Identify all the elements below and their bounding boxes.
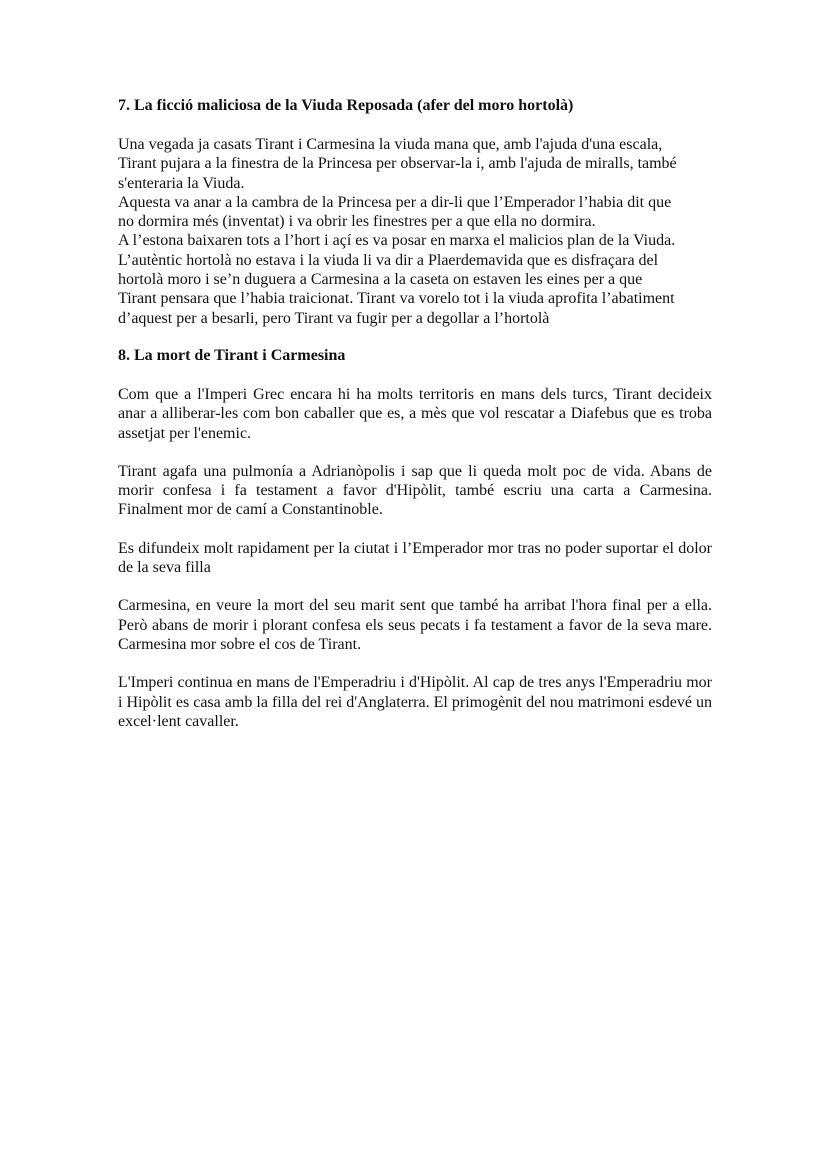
text-line: hortolà moro i se’n duguera a Carmesina a la caseta on estaven les eines per a que [118, 271, 643, 289]
text-line: Tirant pensara que l’habia traicionat. Tirant va vorelo tot i la viuda aprofita l’abatiment [118, 290, 675, 308]
text-line: no dormira més (inventat) i va obrir les finestres per a que ella no dormira. [118, 213, 596, 231]
paragraph: Com que a l'Imperi Grec encara hi ha molts territoris en mans dels turcs, Tirant decideix anar a alliberar-les com bon caballer que es, a mès que vol rescatar a Diafebus que es troba assetjat per l'enemic. [118, 385, 712, 442]
paragraph-spacer [118, 443, 712, 462]
text-line: L’autèntic hortolà no estava i la viuda li va dir a Plaerdemavida que es disfraçara del [118, 251, 659, 269]
section-8-heading: 8. La mort de Tirant i Carmesina [118, 346, 346, 364]
document-page [118, 96, 712, 731]
paragraph-spacer [118, 577, 712, 596]
paragraph-spacer [118, 520, 712, 539]
text-line: s'enteraria la Viuda. [118, 174, 245, 192]
paragraph: Es difundeix molt rapidament per la ciutat i l’Emperador mor tras no poder suportar el dolor de la seva filla [118, 539, 712, 577]
text-line: d’aquest per a besarli, pero Tirant va fugir per a degollar a l’hortolà [118, 309, 550, 327]
text-line: Una vegada ja casats Tirant i Carmesina la viuda mana que, amb l'ajuda d'una escala, [118, 136, 663, 153]
paragraph-spacer [118, 654, 712, 673]
paragraph: L'Imperi continua en mans de l'Emperadriu i d'Hipòlit. Al cap de tres anys l'Emperadriu mor i Hipòlit es casa amb la filla del rei d'Anglaterra. El primogènit del nou matrimoni esdevé un excel·lent cavaller. [118, 674, 712, 730]
text-line: A l’estona baixaren tots a l’hort i açí es va posar en marxa el malicios plan de la Viuda. [118, 232, 676, 250]
section-7-heading: 7. La ficció maliciosa de la Viuda Reposada (afer del moro hortolà) [118, 97, 574, 114]
section-7-body [118, 135, 712, 328]
paragraph: Carmesina, en veure la mort del seu marit sent que també ha arribat l'hora final per a ella. Però abans de morir i plorant confesa els seus pecats i fa testament a favor de la seva mare. Carmesina mor sobre el cos de Tirant. [118, 597, 712, 653]
text-line: Tirant pujara a la finestra de la Princesa per observar-la i, amb l'ajuda de miralls, també [118, 155, 677, 173]
text-line: Aquesta va anar a la cambra de la Princesa per a dir-li que l’Emperador l’habia dit que [118, 193, 672, 211]
paragraph: Tirant agafa una pulmonía a Adrianòpolis i sap que li queda molt poc de vida. Abans de morir confesa i fa testament a favor d'Hipòlit, també escriu una carta a Carmesina. Finalment mor de camí a Constantinoble. [118, 462, 712, 519]
